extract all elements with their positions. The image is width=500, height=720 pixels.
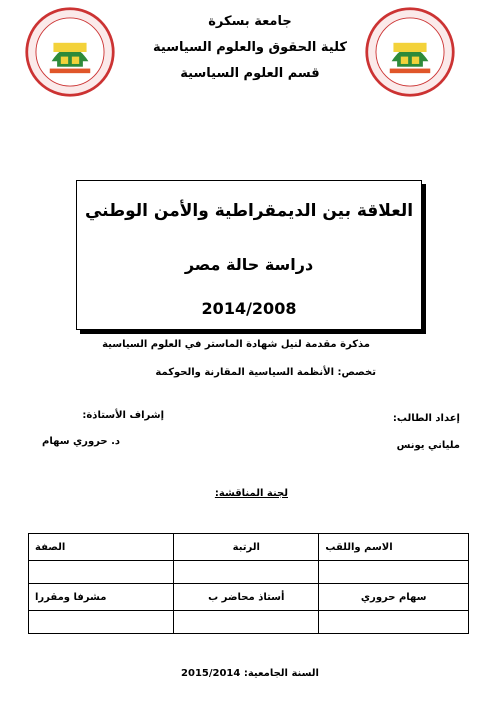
university-name: جامعة بسكرة	[208, 14, 292, 29]
column-header-capacity: الصفة	[29, 534, 174, 561]
thesis-subtitle: دراسة حالة مصر	[184, 255, 314, 274]
table-cell	[174, 561, 319, 584]
table-cell	[319, 561, 469, 584]
university-logo-left	[24, 6, 116, 98]
supervisor-name: د. حروري سهام	[42, 436, 120, 447]
student-name: ملياني يونس	[396, 440, 460, 451]
committee-heading: لجنة المناقشة:	[214, 488, 288, 499]
title-box	[76, 180, 422, 330]
thesis-title: العلاقة بين الديمقراطية والأمن الوطني	[84, 201, 414, 221]
table-row	[29, 584, 469, 611]
student-label: إعداد الطالب:	[392, 413, 460, 424]
table-header-row	[29, 534, 469, 561]
column-header-name: الاسم واللقب	[319, 534, 469, 561]
table-cell	[319, 611, 469, 634]
memo-purpose: مذكرة مقدمة لنيل شهادة الماستر في العلوم السياسية	[102, 339, 370, 350]
memo-specialty: تخصص: الأنظمة السياسية المقارنة والحوكمة	[155, 367, 376, 378]
table-cell	[29, 611, 174, 634]
study-period: 2014/2008	[201, 299, 297, 318]
table-row	[29, 561, 469, 584]
department-name: قسم العلوم السياسية	[180, 66, 320, 81]
column-header-rank: الرتبة	[174, 534, 319, 561]
academic-year	[0, 668, 500, 679]
member-rank: أستاذ محاضر ب	[174, 584, 319, 611]
academic-year-label: السنة الجامعية:	[243, 668, 319, 679]
academic-year-value: 2015/2014	[181, 668, 241, 679]
table-cell	[174, 611, 319, 634]
committee-table	[28, 533, 469, 634]
faculty-name: كلية الحقوق والعلوم السياسية	[153, 40, 347, 55]
table-row	[29, 611, 469, 634]
member-capacity: مشرفا ومقررا	[29, 584, 174, 611]
table-cell	[29, 561, 174, 584]
member-name: سهام حروري	[319, 584, 469, 611]
supervisor-label: إشراف الأستاذة:	[82, 410, 164, 421]
